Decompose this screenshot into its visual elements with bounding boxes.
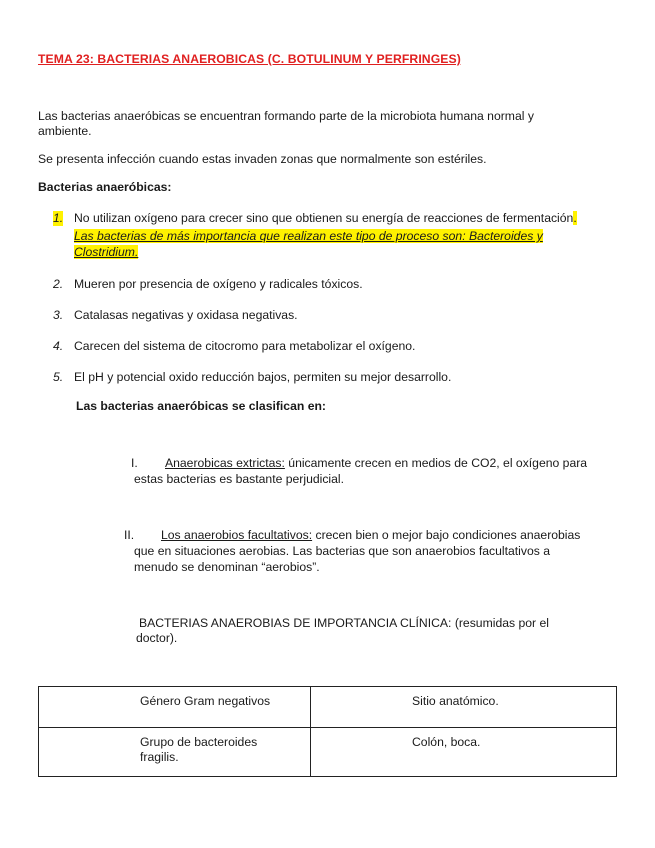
infection-paragraph: Se presenta infección cuando estas invaden zonas que normalmente son estériles.: [38, 152, 487, 166]
header-site: Sitio anatómico.: [412, 694, 499, 708]
class-desc: crecen bien o mejor bajo condiciones anaerobias: [312, 528, 581, 542]
list-text: Mueren por presencia de oxígeno y radicales tóxicos.: [74, 277, 363, 291]
class-numeral: I.: [131, 456, 138, 470]
table-header-row: [39, 687, 617, 728]
table-row: [39, 728, 617, 777]
table-cell: [311, 728, 617, 777]
genus-line-2: fragilis.: [140, 750, 179, 764]
header-genus: Género Gram negativos: [140, 694, 271, 708]
list-text: Catalasas negativas y oxidasa negativas.: [74, 308, 298, 322]
list-note-line-2: Clostridium.: [74, 245, 139, 259]
class-desc-line-2: estas bacterias es bastante perjudicial.: [134, 472, 345, 486]
list-text: Carecen del sistema de citocromo para metabolizar el oxígeno.: [74, 339, 416, 353]
list-text: El pH y potencial oxido reducción bajos, permiten su mejor desarrollo.: [74, 370, 452, 384]
table-header-cell: [311, 687, 617, 728]
list-number: 5.: [53, 370, 64, 384]
intro-line-2: ambiente.: [38, 124, 92, 138]
list-number: 2.: [53, 277, 64, 291]
clinical-line-1: BACTERIAS ANAEROBIAS DE IMPORTANCIA CLÍNICA: (resumidas por el: [139, 616, 549, 630]
table-cell: [39, 728, 311, 777]
list-note-line-1: Las bacterias de más importancia que realizan este tipo de proceso son: Bacteroides y: [74, 229, 543, 243]
class-desc: únicamente crecen en medios de CO2, el oxígeno para: [284, 456, 588, 470]
genus-line-1: Grupo de bacteroides: [140, 735, 258, 749]
list-dot: .: [573, 211, 577, 225]
list-text: No utilizan oxígeno para crecer sino que obtienen su energía de reacciones de fermentación: [74, 211, 574, 225]
list-number: 1.: [53, 211, 64, 225]
clinical-heading: [136, 616, 616, 646]
list-number: 4.: [53, 339, 64, 353]
intro-paragraph: [38, 109, 598, 139]
class-numeral: II.: [124, 528, 135, 542]
clinical-line-2: doctor).: [136, 631, 178, 645]
page-title: TEMA 23: BACTERIAS ANAEROBICAS (C. BOTULINUM Y PERFRINGES): [38, 52, 461, 66]
classification-heading: Las bacterias anaeróbicas se clasifican en:: [76, 399, 326, 413]
class-desc-line-3: menudo se denominan “aerobios”.: [134, 560, 320, 574]
class-term: Anaerobicas extrictas:: [165, 456, 285, 470]
class-desc-line-2: que en situaciones aerobias. Las bacterias que son anaerobios facultativos a: [134, 544, 550, 558]
site-value: Colón, boca.: [412, 735, 481, 749]
list-number: 3.: [53, 308, 64, 322]
section-heading: Bacterias anaeróbicas:: [38, 180, 172, 194]
class-term: Los anaerobios facultativos:: [161, 528, 313, 542]
clinical-table: [38, 686, 617, 777]
table-header-cell: [39, 687, 311, 728]
intro-line-1: Las bacterias anaeróbicas se encuentran formando parte de la microbiota humana normal y: [38, 109, 534, 123]
